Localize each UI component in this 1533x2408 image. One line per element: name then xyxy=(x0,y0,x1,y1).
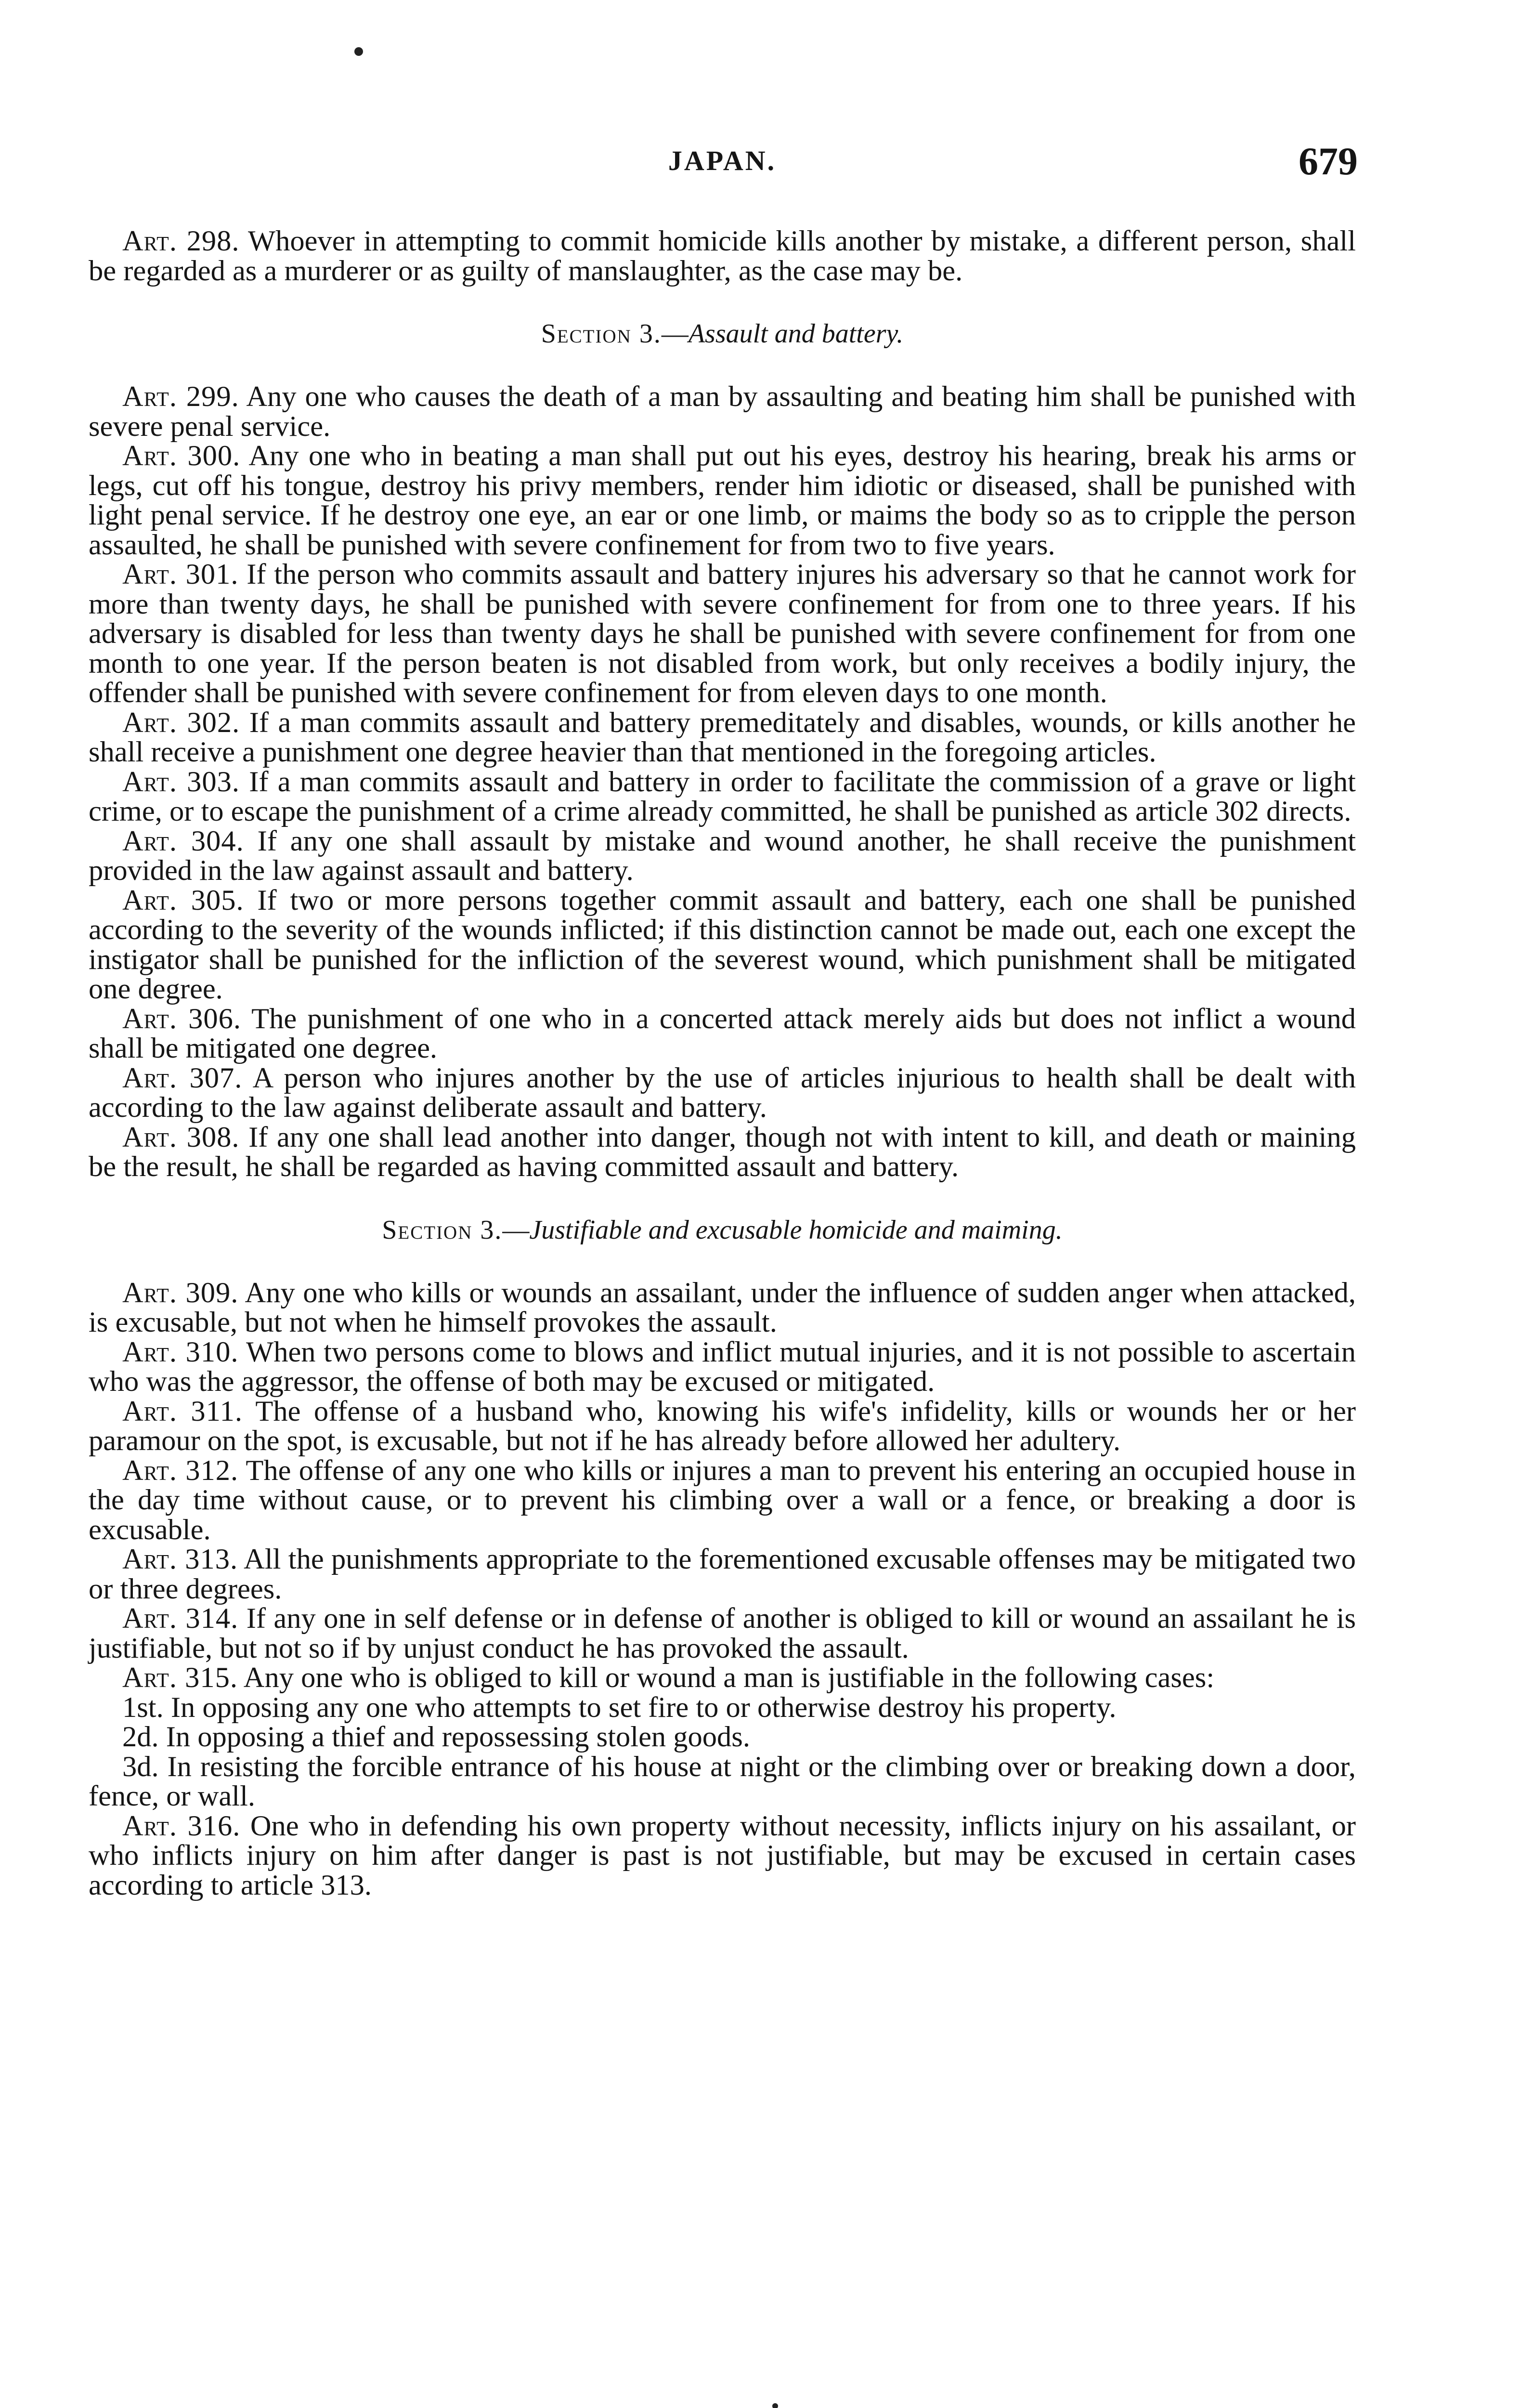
article-310 xyxy=(89,1337,1356,1397)
section-dash: — xyxy=(661,319,689,349)
article-316 xyxy=(89,1811,1356,1900)
article-303 xyxy=(89,767,1356,826)
article-315 xyxy=(89,1663,1356,1693)
article-text: When two persons come to blows and inflict mutual injuries, and it is not possible to ascertain who was the aggressor, the offense of both may be excused or mitigated. xyxy=(89,1335,1356,1398)
running-title: JAPAN. xyxy=(668,145,777,176)
article-315-case-2: 2d. In opposing a thief and repossessing stolen goods. xyxy=(122,1721,750,1753)
article-text: Any one who in beating a man shall put out his eyes, destroy his hearing, break his arms or legs, cut off his tongue, destroy his privy members, render him idiotic or diseased, shall be punished with light penal service. If he destroy one eye, an ear or one limb, or maims the body so as to cripple the person assaulted, he shall be punished with severe confinement for from two to five years. xyxy=(89,440,1356,561)
article-text: Whoever in attempting to commit homicide kills another by mistake, a different person, shall be regarded as a murderer or as guilty of manslaughter, as the case may be. xyxy=(89,225,1356,287)
articles-group-b xyxy=(89,382,1356,1182)
article-number: Art. 304. xyxy=(122,824,244,857)
article-text: Any one who causes the death of a man by assaulting and beating him shall be punished with severe penal service. xyxy=(89,380,1356,443)
article-number: Art. 308. xyxy=(122,1121,240,1153)
article-number: Art. 316. xyxy=(122,1809,241,1842)
article-number: Art. 299. xyxy=(122,380,239,413)
section-dash: — xyxy=(502,1215,530,1245)
article-number: Art. 302. xyxy=(122,706,240,739)
article-309 xyxy=(89,1278,1356,1337)
article-number: Art. 301. xyxy=(122,558,239,590)
article-314 xyxy=(89,1604,1356,1663)
ink-speck xyxy=(354,47,363,56)
article-315-case-1: 1st. In opposing any one who attempts to set fire to or otherwise destroy his property. xyxy=(122,1691,1117,1724)
article-text: If any one in self defense or in defense of another is obliged to kill or wound an assailant he is justifiable, but not so if by unjust conduct he has provoked the assault. xyxy=(89,1602,1356,1664)
article-308 xyxy=(89,1123,1356,1182)
article-text: If any one shall assault by mistake and wound another, he shall receive the punishment provided in the law against assault and battery. xyxy=(89,824,1356,887)
page-header xyxy=(87,139,1358,202)
article-text: If a man commits assault and battery in order to facilitate the commission of a grave or light crime, or to escape the punishment of a crime already committed, he shall be punished as article 302 directs. xyxy=(89,765,1356,827)
article-number: Art. 312. xyxy=(122,1454,239,1487)
article-number: Art. 307. xyxy=(122,1061,243,1094)
section-title: Assault and battery. xyxy=(688,319,904,349)
article-306 xyxy=(89,1004,1356,1063)
article-number: Art. 303. xyxy=(122,765,240,798)
article-301 xyxy=(89,560,1356,708)
article-number: Art. 305. xyxy=(122,884,244,916)
article-number: Art. 310. xyxy=(122,1335,239,1368)
article-number: Art. 313. xyxy=(122,1543,238,1575)
article-text: The punishment of one who in a concerted attack merely aids but does not inflict a wound shall be mitigated one degree. xyxy=(89,1002,1356,1064)
article-305 xyxy=(89,886,1356,1004)
article-307 xyxy=(89,1063,1356,1123)
article-number: Art. 306. xyxy=(122,1002,242,1035)
section-label: Section 3. xyxy=(382,1215,503,1245)
article-number: Art. 309. xyxy=(122,1276,239,1309)
section-title: Justifiable and excusable homicide and maiming. xyxy=(529,1215,1063,1245)
article-number: Art. 298. xyxy=(122,225,240,257)
article-302 xyxy=(89,708,1356,767)
section-label: Section 3. xyxy=(541,319,662,349)
article-text: A person who injures another by the use of articles injurious to health shall be dealt with according to the law against deliberate assault and battery. xyxy=(89,1061,1356,1124)
article-text: All the punishments appropriate to the forementioned excusable offenses may be mitigated two or three degrees. xyxy=(89,1543,1356,1605)
article-text: The offense of a husband who, knowing his wife's infidelity, kills or wounds her or her paramour on the spot, is excusable, but not if he has already before allowed her adultery. xyxy=(89,1395,1356,1457)
article-text: Any one who is obliged to kill or wound a man is justifiable in the following cases: xyxy=(237,1662,1215,1694)
article-312 xyxy=(89,1456,1356,1545)
section-heading-justifiable xyxy=(89,1216,1356,1244)
article-number: Art. 311. xyxy=(122,1395,243,1427)
article-number: Art. 314. xyxy=(122,1602,239,1635)
article-text: The offense of any one who kills or injures a man to prevent his entering an occupied house in the day time without cause, or to prevent his climbing over a wall or a fence, or breaking a door is excusable. xyxy=(89,1454,1356,1546)
article-text: If any one shall lead another into danger, though not with intent to kill, and death or maining be the result, he shall be regarded as having committed assault and battery. xyxy=(89,1121,1356,1183)
page-number: 679 xyxy=(1299,139,1358,183)
article-text: Any one who kills or wounds an assailant, under the influence of sudden anger when attacked, is excusable, but not when he himself provokes the assault. xyxy=(89,1276,1356,1338)
article-number: Art. 315. xyxy=(122,1662,238,1694)
article-298 xyxy=(89,226,1356,286)
article-text: If the person who commits assault and battery injures his adversary so that he cannot work for more than twenty days, he shall be punished with severe confinement for from one to three years. If his adversary is disabled for less than twenty days he shall be punished with severe confinement for from one month to one year. If the person beaten is not disabled from work, but only receives a bodily injury, the offender shall be punished with severe confinement for from eleven days to one month. xyxy=(89,558,1356,709)
ink-speck xyxy=(772,2403,778,2408)
article-text: If a man commits assault and battery premeditately and disables, wounds, or kills another he shall receive a punishment one degree heavier than that mentioned in the foregoing articles. xyxy=(89,706,1356,768)
section-heading-assault xyxy=(89,319,1356,348)
article-text: One who in defending his own property without necessity, inflicts injury on his assailant, or who inflicts injury on him after danger is past is not justifiable, but may be excused in certain cases according to article 313. xyxy=(89,1809,1356,1901)
articles-group-a xyxy=(89,226,1356,286)
article-number: Art. 300. xyxy=(122,440,241,472)
article-299 xyxy=(89,382,1356,441)
page-body xyxy=(89,226,1356,1900)
article-300 xyxy=(89,441,1356,560)
article-304 xyxy=(89,826,1356,886)
article-313 xyxy=(89,1544,1356,1604)
articles-group-c xyxy=(89,1278,1356,1900)
article-315-case-3: 3d. In resisting the forcible entrance of his house at night or the climbing over or breaking down a door, fence, or wall. xyxy=(89,1750,1356,1812)
article-text: If two or more persons together commit assault and battery, each one shall be punished according to the severity of the wounds inflicted; if this distinction cannot be made out, each one except the instigator shall be punished for the infliction of the severest wound, which punishment shall be mitigated one degree. xyxy=(89,884,1356,1005)
article-311 xyxy=(89,1397,1356,1456)
